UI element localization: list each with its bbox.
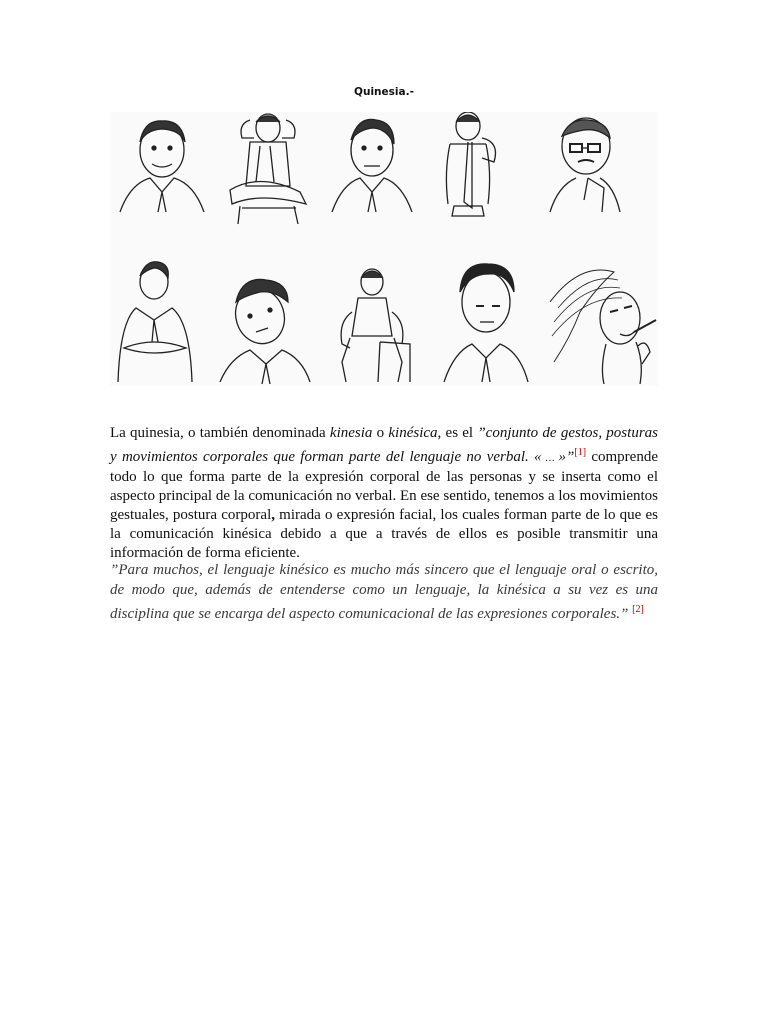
paragraph-connector-2: , es el — [437, 425, 478, 441]
main-paragraph — [110, 424, 658, 563]
sketch-man-sitting — [341, 269, 410, 382]
sketch-man-touching-neck — [446, 112, 495, 216]
term-kinesia: kinesia — [329, 425, 373, 441]
footnote-ref-1[interactable]: [1] — [574, 447, 587, 458]
sketch-man-smiling — [120, 121, 204, 212]
sketch-man-arms-crossed — [118, 262, 192, 382]
sketch-man-looking-down — [444, 264, 528, 382]
bold-comma: , — [271, 507, 275, 523]
block-quote — [110, 561, 658, 625]
page-title: Quinesia.- — [354, 86, 414, 98]
sketches-grid — [110, 112, 658, 386]
quote-text: ”Para muchos, el lenguaje kinésico es mucho más sincero que el lenguaje oral o escrito, de modo que, además de entenderse como un lenguaje, la kinésica a su vez es una disciplina que se encarga del aspecto comunicacional de las expresiones corporales.” — [110, 562, 658, 622]
paragraph-body: comprende todo lo que forma parte de la expresión corporal de las personas y se inserta como el aspecto principal de la comunicación no verbal. En ese sentido, tenemos a los movimientos gestuales, postura corporal — [110, 449, 658, 523]
sketch-man-glasses-thinking — [550, 118, 620, 212]
paragraph-body-end: mirada o expresión facial, los cuales forman parte de lo que es la comunicación kinésica debido a que a través de ellos es posible transmitir una información de forma eficiente. — [110, 507, 658, 561]
sketch-woman-smoking — [550, 270, 656, 384]
term-kinesica: kinésica — [388, 425, 438, 441]
ellipsis: … — [541, 453, 559, 464]
sketch-man-head-tilted — [220, 279, 310, 384]
paragraph-connector: o — [372, 425, 389, 441]
body-language-illustrations — [110, 112, 658, 386]
sketch-man-neutral — [332, 119, 412, 212]
sketch-man-reclining — [230, 114, 306, 224]
footnote-ref-2[interactable]: [2] — [632, 604, 644, 615]
definition-quote: ”conjunto de gestos, posturas y movimientos corporales que forman parte del lenguaje no verbal. « … »” — [110, 425, 658, 465]
paragraph-intro: La quinesia, o también denominada — [110, 425, 330, 441]
